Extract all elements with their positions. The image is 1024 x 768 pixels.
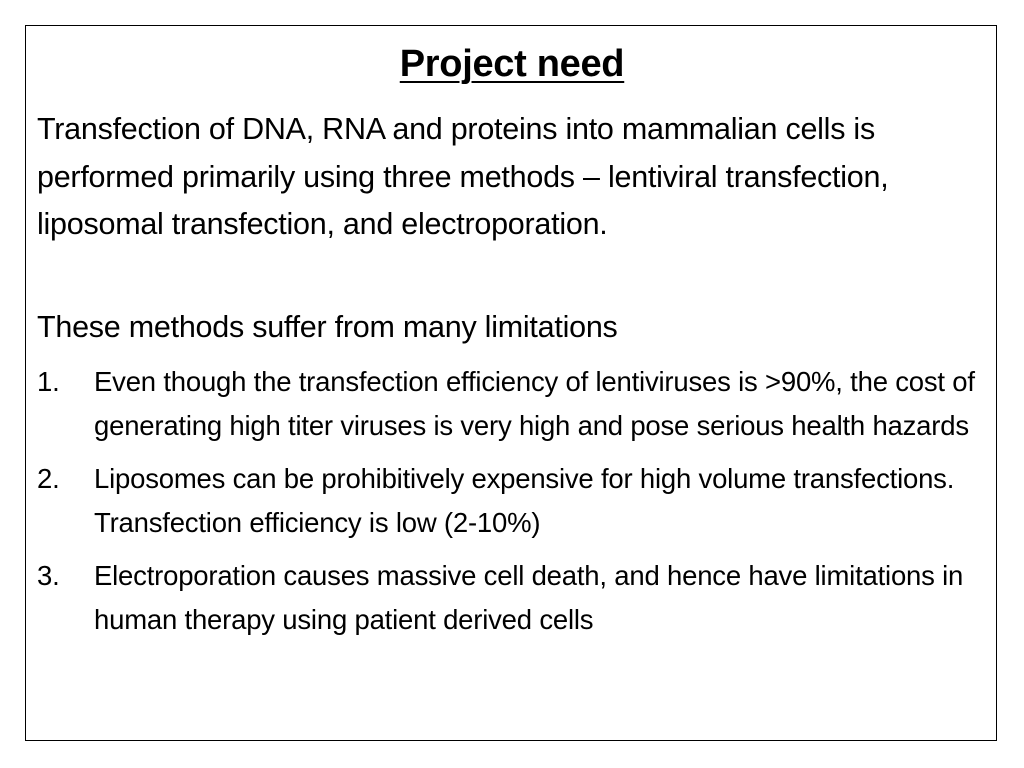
limitation-text: Even though the transfection efficiency of lentiviruses is >90%, the cost of generating high titer viruses is very high and pose serious health hazards <box>94 366 975 441</box>
limitations-list <box>37 360 982 651</box>
intro-paragraph: Transfection of DNA, RNA and proteins into mammalian cells is performed primarily using three methods – lentiviral transfection, liposomal transfection, and electroporation. <box>37 112 889 241</box>
list-number: 2. <box>37 463 60 494</box>
limitations-lead-in: These methods suffer from many limitations <box>37 310 618 344</box>
list-number: 1. <box>37 366 60 397</box>
limitation-item-liposome <box>37 457 982 544</box>
list-number: 3. <box>37 560 60 591</box>
limitation-text: Liposomes can be prohibitively expensive for high volume transfections. Transfection efficiency is low (2-10%) <box>94 463 955 538</box>
limitation-text: Electroporation causes massive cell death, and hence have limitations in human therapy using patient derived cells <box>94 560 964 635</box>
limitation-item-electroporation <box>37 554 982 641</box>
slide-title: Project need <box>399 43 625 85</box>
limitation-item-lentivirus <box>37 360 982 447</box>
